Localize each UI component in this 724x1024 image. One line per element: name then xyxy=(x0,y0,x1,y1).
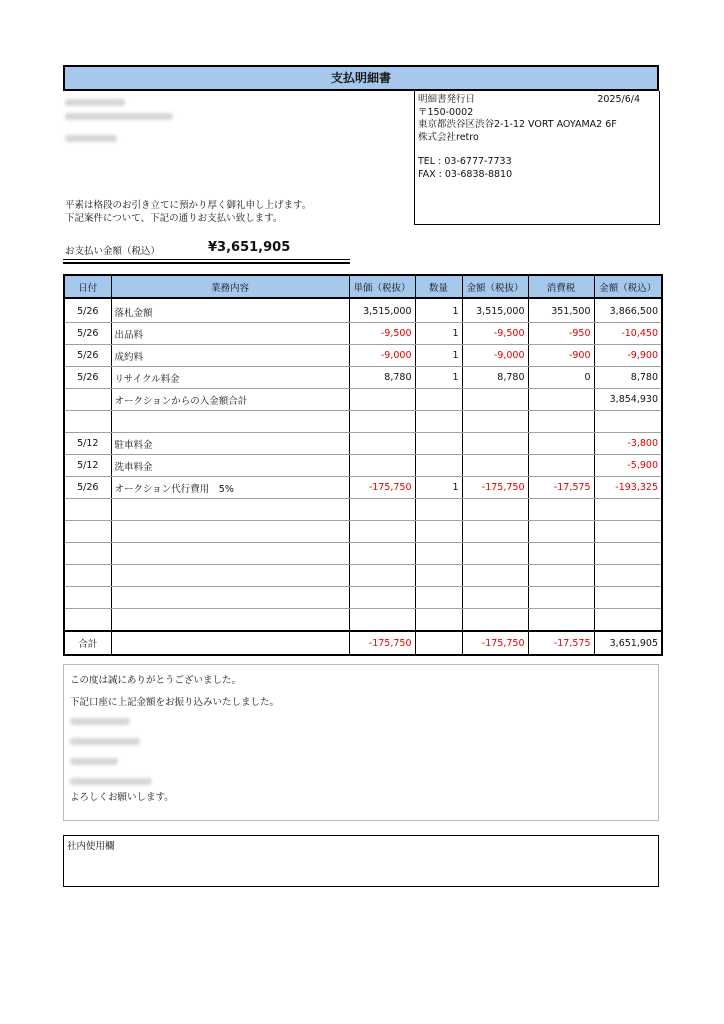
table-row xyxy=(64,411,662,433)
document-title: 支払明細書 xyxy=(63,65,659,91)
row-amount-excl: 8,780 xyxy=(462,367,528,389)
row-date: 5/26 xyxy=(64,298,111,323)
row-quantity xyxy=(415,411,462,433)
row-amount-incl xyxy=(594,411,662,433)
row-tax: -17,575 xyxy=(528,477,594,499)
row-amount-incl xyxy=(594,499,662,521)
row-description: オークションからの入金額合計 xyxy=(111,389,349,411)
row-tax xyxy=(528,543,594,565)
row-description: 出品料 xyxy=(111,323,349,345)
amount-underline xyxy=(63,259,350,260)
row-amount-excl xyxy=(462,543,528,565)
row-unit-price: -9,000 xyxy=(349,345,415,367)
row-description: オークション代行費用 5% xyxy=(111,477,349,499)
header-description: 業務内容 xyxy=(111,275,349,298)
row-description: リサイクル料金 xyxy=(111,367,349,389)
payment-detail-table xyxy=(63,274,663,656)
row-amount-excl xyxy=(462,411,528,433)
row-quantity xyxy=(415,389,462,411)
row-amount-incl: -9,900 xyxy=(594,345,662,367)
row-date xyxy=(64,521,111,543)
row-unit-price xyxy=(349,565,415,587)
row-date xyxy=(64,499,111,521)
total-amount-incl: 3,651,905 xyxy=(594,631,662,655)
row-amount-excl: -9,000 xyxy=(462,345,528,367)
row-tax: -950 xyxy=(528,323,594,345)
issue-date: 2025/6/4 xyxy=(597,94,640,105)
issuer-info xyxy=(414,91,660,225)
row-unit-price xyxy=(349,609,415,632)
row-unit-price: 3,515,000 xyxy=(349,298,415,323)
greeting-line-2: 下記案件について、下記の通りお支払い致します。 xyxy=(65,213,283,224)
row-quantity xyxy=(415,587,462,609)
payment-amount: ¥3,651,905 xyxy=(208,240,291,255)
table-total-row xyxy=(64,631,662,655)
row-amount-excl xyxy=(462,389,528,411)
row-amount-incl xyxy=(594,543,662,565)
row-quantity: 1 xyxy=(415,345,462,367)
header-amount-incl: 金額（税込） xyxy=(594,275,662,298)
message-closing: よろしくお願いします。 xyxy=(70,792,174,803)
total-unit: -175,750 xyxy=(349,631,415,655)
row-tax xyxy=(528,499,594,521)
row-unit-price xyxy=(349,543,415,565)
row-tax xyxy=(528,609,594,632)
row-date xyxy=(64,389,111,411)
header-quantity: 数量 xyxy=(415,275,462,298)
row-tax: 0 xyxy=(528,367,594,389)
table-row xyxy=(64,521,662,543)
row-description xyxy=(111,543,349,565)
table-row xyxy=(64,389,662,411)
message-box xyxy=(63,664,659,821)
row-description: 成約料 xyxy=(111,345,349,367)
row-unit-price xyxy=(349,433,415,455)
row-quantity xyxy=(415,455,462,477)
row-unit-price xyxy=(349,455,415,477)
row-quantity xyxy=(415,543,462,565)
table-row xyxy=(64,543,662,565)
row-quantity: 1 xyxy=(415,298,462,323)
row-amount-incl xyxy=(594,609,662,632)
table-row xyxy=(64,455,662,477)
row-tax xyxy=(528,433,594,455)
row-amount-incl xyxy=(594,565,662,587)
row-date: 5/26 xyxy=(64,477,111,499)
issue-date-label: 明細書発行日 xyxy=(418,94,476,105)
greeting-text xyxy=(65,199,311,225)
table-row xyxy=(64,433,662,455)
row-description xyxy=(111,411,349,433)
row-amount-incl: -10,450 xyxy=(594,323,662,345)
row-unit-price: -9,500 xyxy=(349,323,415,345)
row-description xyxy=(111,565,349,587)
row-description xyxy=(111,609,349,632)
row-amount-incl xyxy=(594,587,662,609)
row-date: 5/26 xyxy=(64,323,111,345)
row-description: 洗車料金 xyxy=(111,455,349,477)
table-row xyxy=(64,609,662,632)
row-date xyxy=(64,609,111,632)
row-amount-excl xyxy=(462,433,528,455)
row-amount-excl: 3,515,000 xyxy=(462,298,528,323)
table-row xyxy=(64,477,662,499)
table-header-row xyxy=(64,275,662,298)
row-quantity: 1 xyxy=(415,323,462,345)
row-tax xyxy=(528,455,594,477)
issue-date-row xyxy=(418,94,656,107)
message-transfer: 下記口座に上記金額をお振り込みいたしました。 xyxy=(70,697,280,708)
issuer-postal: 〒150-0002 xyxy=(418,106,474,118)
row-amount-incl xyxy=(594,521,662,543)
table-row xyxy=(64,323,662,345)
row-tax xyxy=(528,521,594,543)
header-unit-price: 単価（税抜） xyxy=(349,275,415,298)
row-description: 駐車料金 xyxy=(111,433,349,455)
row-tax xyxy=(528,565,594,587)
row-amount-excl: -9,500 xyxy=(462,323,528,345)
header-date: 日付 xyxy=(64,275,111,298)
row-quantity: 1 xyxy=(415,477,462,499)
row-quantity xyxy=(415,499,462,521)
internal-use-label: 社内使用欄 xyxy=(67,841,115,852)
header-amount-excl: 金額（税抜） xyxy=(462,275,528,298)
row-unit-price xyxy=(349,411,415,433)
row-date: 5/26 xyxy=(64,345,111,367)
row-date xyxy=(64,587,111,609)
row-amount-excl xyxy=(462,455,528,477)
row-tax: 351,500 xyxy=(528,298,594,323)
header-tax: 消費税 xyxy=(528,275,594,298)
row-quantity xyxy=(415,521,462,543)
row-tax xyxy=(528,587,594,609)
row-amount-incl: 3,866,500 xyxy=(594,298,662,323)
row-date: 5/12 xyxy=(64,433,111,455)
amount-underline-double xyxy=(63,262,350,264)
row-date xyxy=(64,565,111,587)
table-row xyxy=(64,587,662,609)
row-quantity xyxy=(415,433,462,455)
row-amount-incl: -5,900 xyxy=(594,455,662,477)
row-amount-excl xyxy=(462,499,528,521)
row-date: 5/12 xyxy=(64,455,111,477)
row-unit-price xyxy=(349,521,415,543)
row-amount-incl: -3,800 xyxy=(594,433,662,455)
row-quantity xyxy=(415,565,462,587)
row-amount-incl: -193,325 xyxy=(594,477,662,499)
row-date xyxy=(64,411,111,433)
table-row xyxy=(64,499,662,521)
row-description xyxy=(111,521,349,543)
greeting-line-1: 平素は格段のお引き立てに預かり厚く御礼申し上げます。 xyxy=(65,200,312,211)
payment-amount-label: お支払い金額（税込） xyxy=(65,246,161,257)
row-amount-excl xyxy=(462,565,528,587)
row-tax xyxy=(528,411,594,433)
row-amount-excl xyxy=(462,609,528,632)
issuer-fax: FAX : 03-6838-8810 xyxy=(418,168,513,180)
row-amount-excl: -175,750 xyxy=(462,477,528,499)
row-date xyxy=(64,543,111,565)
row-quantity: 1 xyxy=(415,367,462,389)
table-row xyxy=(64,367,662,389)
issuer-address: 東京都渋谷区渋谷2-1-12 VORT AOYAMA2 6F xyxy=(418,119,617,130)
table-row xyxy=(64,565,662,587)
row-unit-price xyxy=(349,389,415,411)
row-unit-price xyxy=(349,499,415,521)
row-unit-price xyxy=(349,587,415,609)
row-date: 5/26 xyxy=(64,367,111,389)
row-amount-incl: 8,780 xyxy=(594,367,662,389)
total-tax: -17,575 xyxy=(528,631,594,655)
total-label: 合計 xyxy=(64,631,111,655)
row-unit-price: 8,780 xyxy=(349,367,415,389)
row-unit-price: -175,750 xyxy=(349,477,415,499)
row-tax xyxy=(528,389,594,411)
internal-use-box xyxy=(63,835,659,887)
row-amount-incl: 3,854,930 xyxy=(594,389,662,411)
message-thanks: この度は誠にありがとうございました。 xyxy=(70,675,242,686)
row-quantity xyxy=(415,609,462,632)
issuer-tel: TEL : 03-6777-7733 xyxy=(418,156,512,167)
table-row xyxy=(64,345,662,367)
row-tax: -900 xyxy=(528,345,594,367)
recipient-block-redacted xyxy=(63,93,253,165)
table-row xyxy=(64,298,662,323)
total-amount-excl: -175,750 xyxy=(462,631,528,655)
row-amount-excl xyxy=(462,587,528,609)
row-amount-excl xyxy=(462,521,528,543)
row-description xyxy=(111,587,349,609)
row-description: 落札金額 xyxy=(111,298,349,323)
row-description xyxy=(111,499,349,521)
issuer-company: 株式会社retro xyxy=(418,131,479,143)
